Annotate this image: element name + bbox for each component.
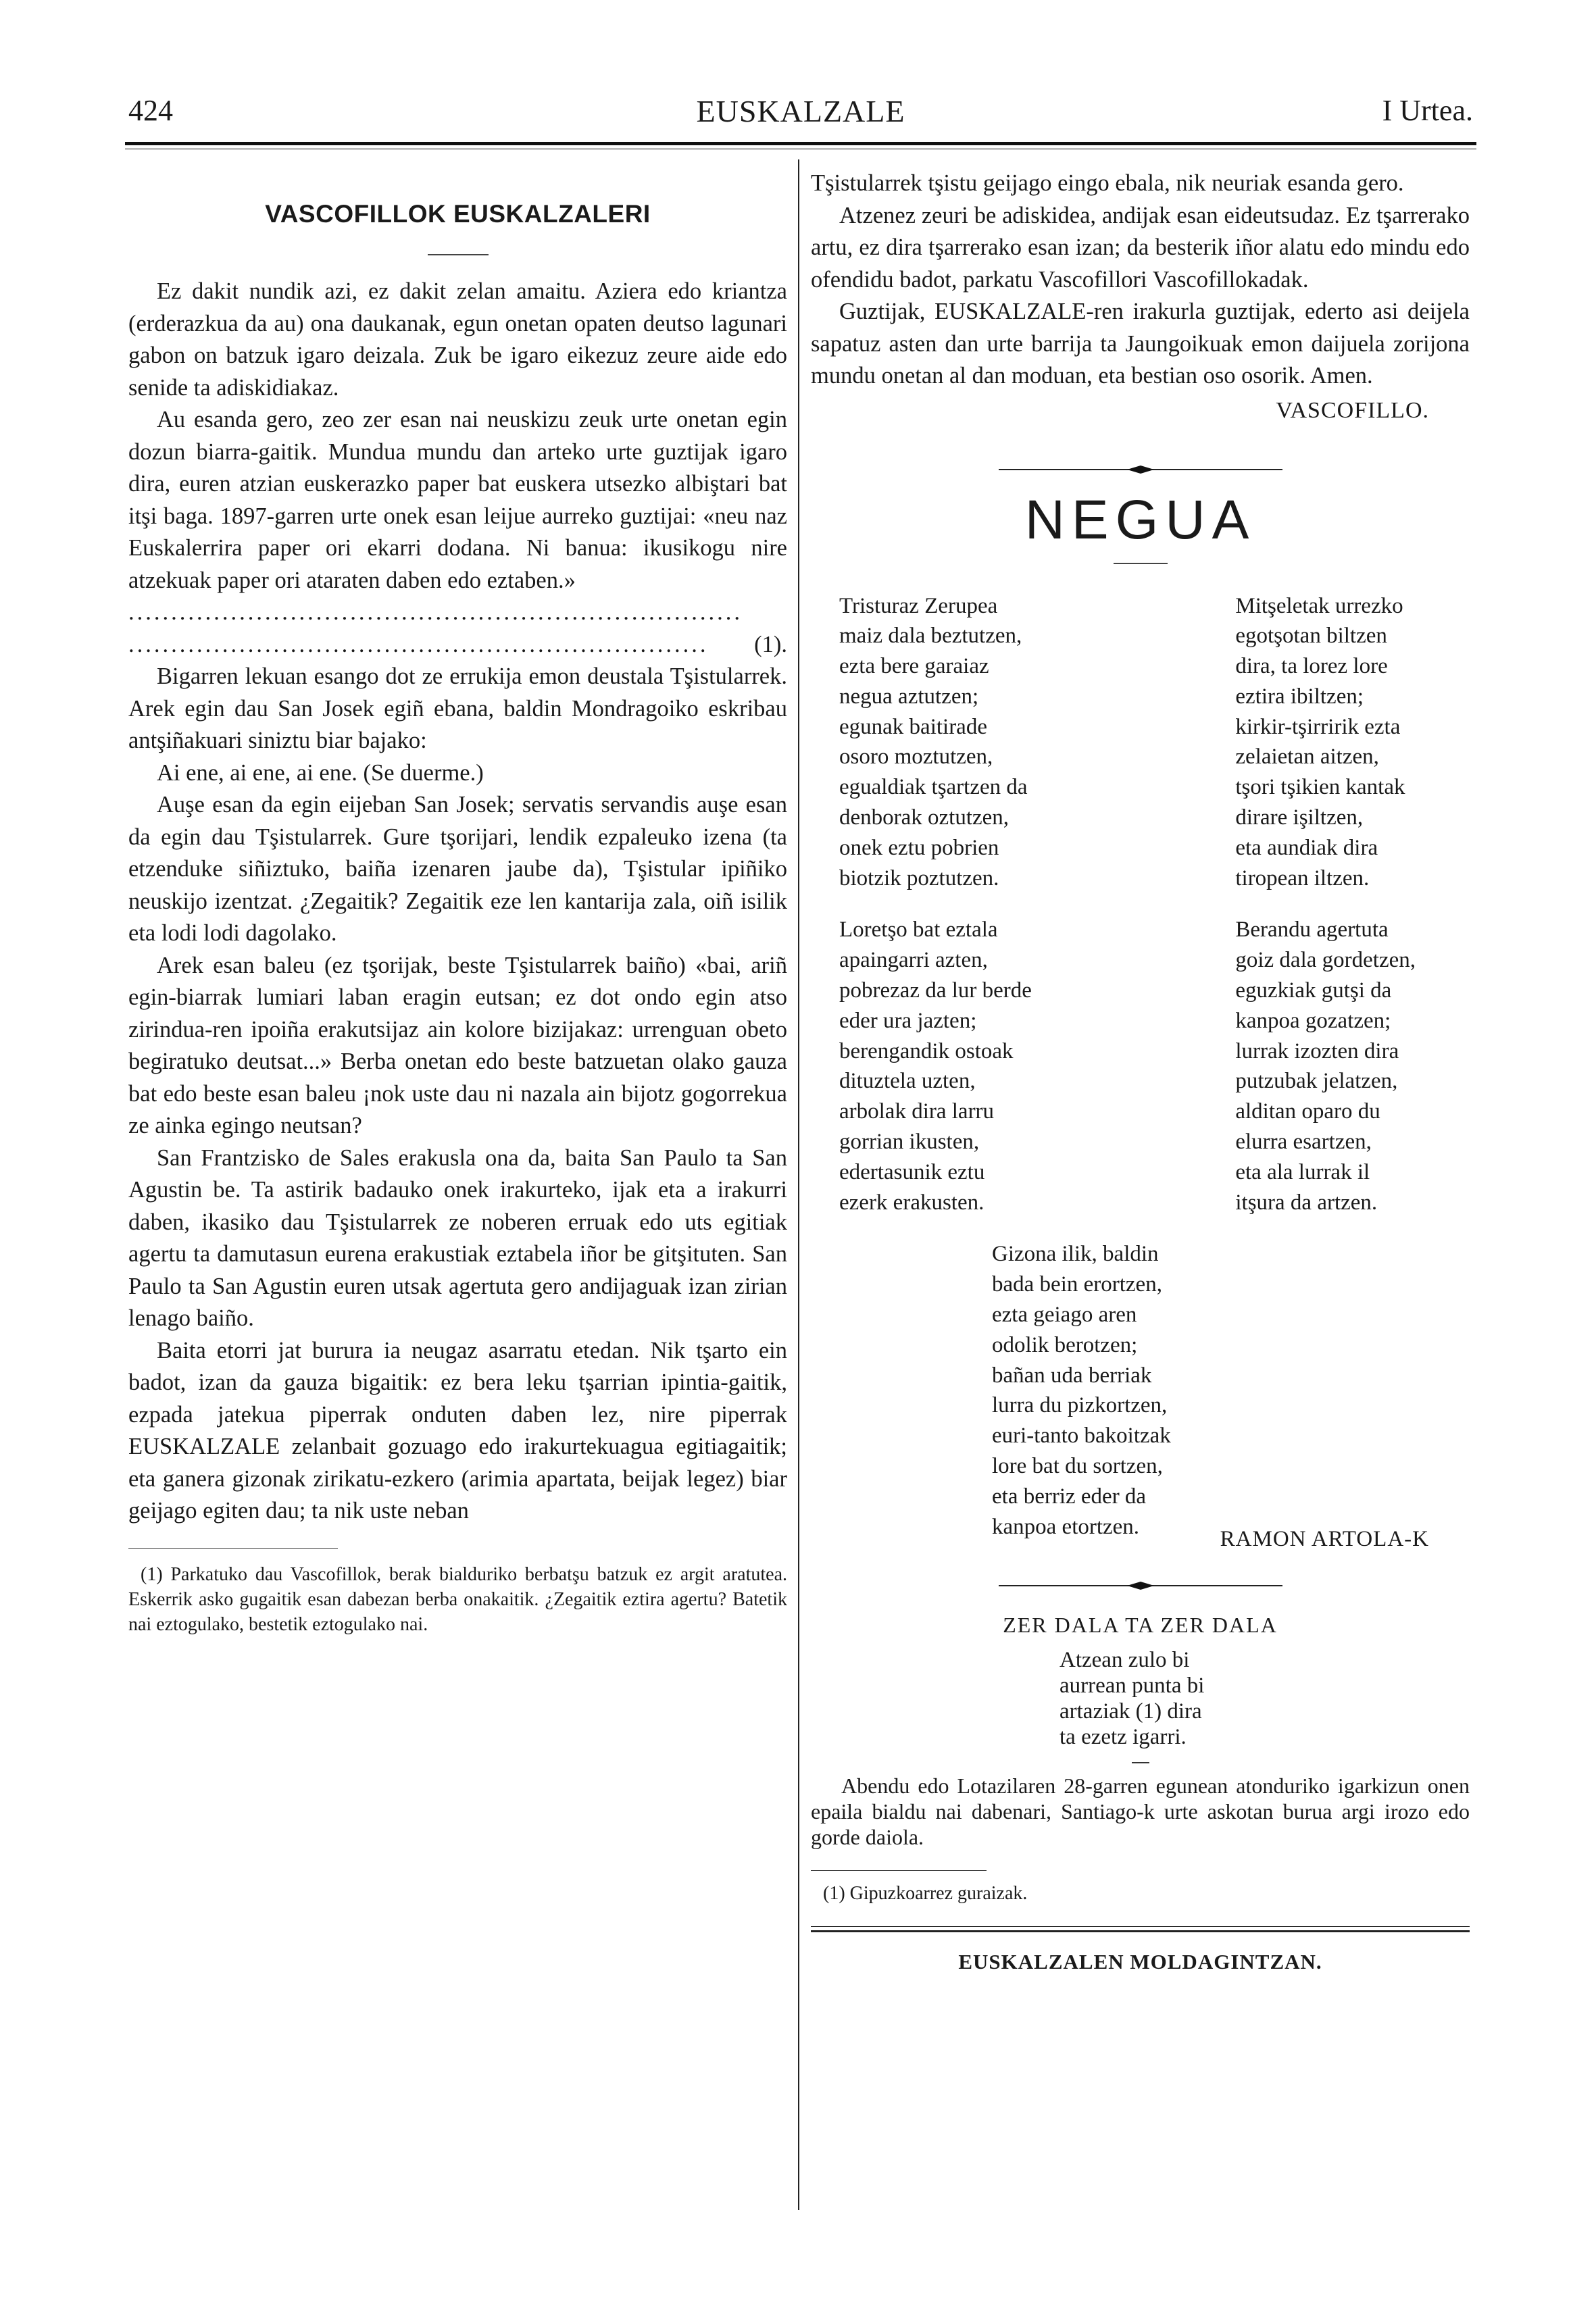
verse-line: onek eztu pobrien xyxy=(839,835,999,860)
verse-line: negua aztutzen; xyxy=(839,684,979,709)
article-paragraph: Auşe esan da egin eijeban San Josek; servatis servandis auşe esan da egin dau Tşistularrek. Gure tşorijari, lendik ezpaleuko izena (ta etzenduke siñiztuko, baiña izenaren jaube da), Tşistular ipiñiko neuskijo izentzat. ¿Zegaitik? Zegaitik eze len kantarija zala, oiñ isilik eta lodi lodi dagolako. xyxy=(128,792,787,946)
footnote: (1) Parkatuko dau Vascofillok, berak bialduriko berbatşu batzuk ez argit aratutea. Eskerrik asko gugaitik esan dabezan berba onakaitik. ¿Zegaitik eztira agertu? Batetik nai eztogulako, bestetik eztogulako nai. xyxy=(128,1563,787,1635)
verse-line: dirare işiltzen, xyxy=(1235,805,1364,830)
verse-line: egualdiak tşartzen da xyxy=(839,775,1028,800)
article-paragraph: Tşistularrek tşistu geijago eingo ebala, nik neuriak esanda gero. xyxy=(811,170,1404,196)
article-paragraph: San Frantzisko de Sales erakusla ona da, baita San Paulo ta San Agustin be. Ta astirik badauko onek irakurteko, ijak eta a irakurri daben, ikasiko dau Tşistularrek ze noberen erruak edo uts egitiak agertu ta damutasun eurena erakustiak eztabela iñor be gitşituten. San Paulo ta San Agustin euren utsak agertuta gero andijaguak izan zirian lenago baiño. xyxy=(128,1145,787,1331)
verse-line: pobrezaz da lur berde xyxy=(839,978,1032,1003)
verse-line: kanpoa etortzen. xyxy=(992,1514,1140,1539)
verse-line: dira, ta lorez lore xyxy=(1235,654,1388,679)
verse-line: goiz dala gordetzen, xyxy=(1235,948,1416,973)
verse-line: alditan oparo du xyxy=(1235,1099,1380,1124)
poem-title: NEGUA xyxy=(1024,488,1256,551)
printer-imprint: EUSKALZALEN MOLDAGINTZAN. xyxy=(958,1950,1322,1974)
verse-line: eguzkiak gutşi da xyxy=(1235,978,1392,1003)
verse-line: egotşotan biltzen xyxy=(1235,624,1387,649)
verse-line: tşori tşikien kantak xyxy=(1235,775,1405,800)
riddle-footnote: (1) Gipuzkoarrez guraizak. xyxy=(823,1883,1028,1905)
verse-line: Tristuraz Zerupea xyxy=(839,593,998,618)
verse-line: putzubak jelatzen, xyxy=(1235,1069,1398,1094)
riddle-verse xyxy=(1059,1647,1470,1750)
ornament-divider xyxy=(999,1579,1282,1592)
stanza xyxy=(1235,591,1416,894)
ellipsis-line: ........................................................................ xyxy=(128,599,743,625)
verse-line: eta aundiak dira xyxy=(1235,835,1378,860)
end-rule-thin xyxy=(811,1926,1470,1927)
poem-left-column xyxy=(839,591,1032,1240)
verse-line: lore bat du sortzen, xyxy=(992,1454,1163,1479)
stanza-final xyxy=(992,1239,1470,1542)
verse-line: Berandu agertuta xyxy=(1235,917,1389,942)
footnote-rule xyxy=(811,1870,987,1871)
verse-line: osoro moztutzen, xyxy=(839,745,993,770)
stanza xyxy=(1235,915,1416,1217)
verse-line: lurra du pizkortzen, xyxy=(992,1393,1168,1418)
verse-line: itşura da artzen. xyxy=(1235,1190,1378,1215)
verse-line: bada bein erortzen, xyxy=(992,1272,1162,1297)
verse-line: biotzik poztutzen. xyxy=(839,865,999,890)
verse-line: dituztela uzten, xyxy=(839,1069,976,1094)
article-paragraph: Baita etorri jat burura ia neugaz asarratu etedan. Nik tşarto ein badot, izan da gauza bigaitik: ez bera leku tşarrian ipintia-gaitik, ezpada jatekua piperrak onduten daben lez, nire piperrak EUSKALZALE zelanbait gozuago edo irakurtekuagua egitiagaitik; eta ganera gizonak zirikatu-ezkero (arimia apartata, beijak legez) biar geijago egiten dau; ta nik uste neban xyxy=(128,1337,787,1524)
verse-line: ezta geiago aren xyxy=(992,1303,1137,1328)
verse-line: tiropean iltzen. xyxy=(1235,865,1370,890)
verse-line: arbolak dira larru xyxy=(839,1099,995,1124)
column-divider xyxy=(798,159,799,2210)
verse-line: eta ala lurrak il xyxy=(1235,1159,1370,1184)
verse-line: kirkir-tşirririk ezta xyxy=(1235,714,1401,739)
end-rule-thick xyxy=(811,1930,1470,1932)
riddle-rule xyxy=(1132,1762,1149,1763)
article-title: VASCOFILLOK EUSKALZALERI xyxy=(265,200,651,228)
right-column xyxy=(811,162,1470,1974)
riddle-title: ZER DALA TA ZER DALA xyxy=(1003,1613,1278,1638)
journal-title: EUSKALZALE xyxy=(696,94,905,128)
riddle-note: Abendu edo Lotazilaren 28-garren egunean atonduriko igarkizun onen epaila bialdu nai dabenari, Santiago-k urte askotan burua argi irozo edo gorde daiola. xyxy=(811,1774,1470,1850)
verse-line: Loretşo bat eztala xyxy=(839,917,998,942)
verse-line: eztira ibiltzen; xyxy=(1235,684,1364,709)
verse-line: ezta bere garaiaz xyxy=(839,654,989,679)
poem-signature: RAMON ARTOLA-K xyxy=(1220,1527,1429,1552)
verse-line: eder ura jazten; xyxy=(839,1008,977,1033)
volume-year: I Urtea. xyxy=(1382,94,1473,127)
article-signature: VASCOFILLO. xyxy=(1276,397,1429,423)
article-paragraph: Bigarren lekuan esango dot ze errukija emon deustala Tşistularrek. Arek egin dau San Josek egiñ ebana, baldin Mondragoiko eskribau antşiñakuari siniztu biar bajako: xyxy=(128,663,787,753)
verse-line: Gizona ilik, baldin xyxy=(992,1242,1159,1267)
article-paragraph: Arek esan baleu (ez tşorijak, beste Tşistularrek baiño) «bai, ariñ egin-biarrak lumiari laban eragin eutsan; ez dot ondo egin atso zirindua-ren ipoiña erakutsijaz ain kolore bizijakaz: urrenguan obeto begiratuko deutsat...» Berba onetan edo beste batzuetan olako gauza bat edo beste esan baleu ¡nok uste dau ni nazala ain bijotz gogorrekua ze ainka egingo neutsan? xyxy=(128,952,787,1138)
page-number: 424 xyxy=(128,94,173,127)
verse-line: kanpoa gozatzen; xyxy=(1235,1008,1391,1033)
verse-line: ezerk erakusten. xyxy=(839,1190,984,1215)
verse-line: apaingarri azten, xyxy=(839,948,988,973)
poem-title-rule xyxy=(1114,563,1168,564)
stanza xyxy=(839,915,1032,1217)
ellipsis-line-marker xyxy=(128,629,787,661)
verse-line: eta berriz eder da xyxy=(992,1484,1147,1509)
footnote-rule xyxy=(128,1548,338,1549)
riddle-line: Atzean zulo bi xyxy=(1059,1648,1190,1673)
stanza xyxy=(839,591,1032,894)
left-column xyxy=(128,162,787,1637)
verse-line: berengandik ostoak xyxy=(839,1038,1014,1063)
quote-line xyxy=(128,757,787,790)
verse-line: edertasunik eztu xyxy=(839,1159,985,1184)
verse-line: egunak baitirade xyxy=(839,714,987,739)
ornament-divider xyxy=(999,463,1282,476)
verse-line: euri-tanto bakoitzak xyxy=(992,1424,1171,1449)
verse-line: bañan uda berriak xyxy=(992,1363,1152,1388)
header-rule-thick xyxy=(125,142,1476,145)
poem-right-column xyxy=(1235,591,1416,1240)
article-paragraph: Guztijak, EUSKALZALE-ren irakurla guztijak, ederto asi deijela sapatuz asten dan urte barrija ta Jaungoikuak emon daijuela zorijona mundu onetan al dan moduan, eta bestian oso osorik. Amen. xyxy=(811,299,1470,388)
verse-line: lurrak izozten dira xyxy=(1235,1038,1399,1063)
poem-columns xyxy=(811,591,1470,1240)
riddle-line: aurrean punta bi xyxy=(1059,1674,1205,1699)
verse-line: denborak oztutzen, xyxy=(839,805,1009,830)
verse-line: maiz dala beztutzen, xyxy=(839,624,1022,649)
verse-line: gorrian ikusten, xyxy=(839,1130,980,1155)
verse-line: zelaietan aitzen, xyxy=(1235,745,1379,770)
footnote-marker: (1). xyxy=(754,631,787,657)
running-header xyxy=(128,93,1473,141)
verse-line: Mitşeletak urrezko xyxy=(1235,593,1403,618)
quote-text: Ai ene, ai ene, ai ene. (Se duerme.) xyxy=(157,759,484,786)
article-paragraph: Atzenez zeuri be adiskidea, andijak esan eideutsudaz. Ez tşarrerako artu, ez dira tşarrerako esan izan; da besterik iñor alatu edo mindu edo ofendidu badot, parkatu Vascofillori Vascofillokadak. xyxy=(811,202,1470,293)
article-paragraph: Au esanda gero, zeo zer esan nai neuskizu zeuk urte onetan egin dozun biarra-gaitik. Mundua mundu dan arteko urte guztijak igaro dira, euren atzian euskerazko paper bat euskera utsezko albiştari bat itşi baga. 1897-garren urte onek esan leijue aurreko guztijai: «neu naz Euskalerrira paper ori ekarri dodana. Ni banua: ikusikogu nire atzekuak paper ori ataraten daben edo eztaben.» xyxy=(128,407,787,593)
verse-line: elurra esartzen, xyxy=(1235,1130,1372,1155)
ellipsis-fill: .................................................................... xyxy=(128,631,709,657)
title-rule xyxy=(428,254,489,255)
riddle-line: artaziak (1) dira xyxy=(1059,1699,1202,1724)
article-paragraph: Ez dakit nundik azi, ez dakit zelan amaitu. Aziera edo kriantza (erderazkua da au) ona daukanak, egun onetan opaten deutso lagunari gabon on batzuk igaro deizala. Zuk be igaro eikezuz zeure aide edo senide ta adiskidiakaz. xyxy=(128,278,787,401)
verse-line: odolik berotzen; xyxy=(992,1332,1138,1357)
riddle-line: ta ezetz igarri. xyxy=(1059,1725,1187,1750)
